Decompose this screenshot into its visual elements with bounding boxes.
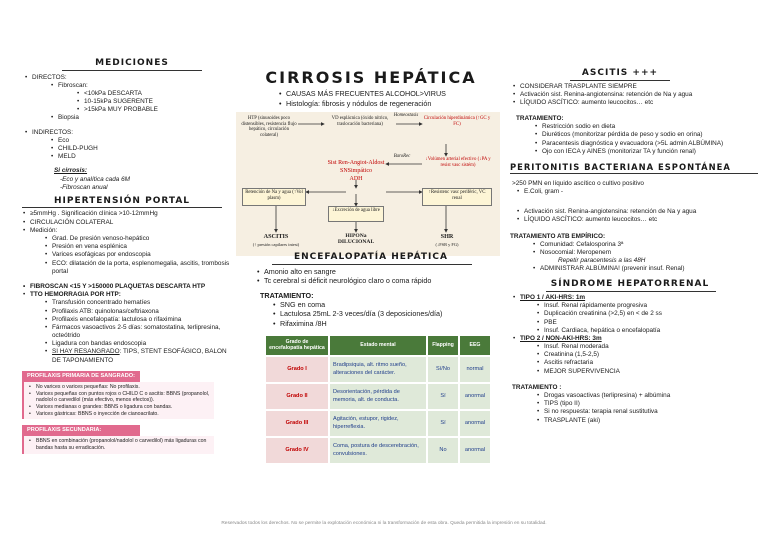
tipo2-item: • Creatinina (1,5-2,5)	[536, 351, 760, 359]
tto-hemorragia-item: • TTO HEMORRAGIA POR HTP: • Transfusión concentrado hematíes • Profilaxis ATB: quinolonas/ceftriaxona • Profilaxis encefalopatía: lactulosa o rifaximina • Fármacos vasoactivos 2-5 días: somatostatina, terlipresina, octeótrido • Ligadura con bandas endoscopia • SI HAY RESANGRADO: TIPS, STENT ESOFÁGICO, BALON DE TAPONAMIENTO	[22, 291, 234, 365]
si-cirrosis-line: -Eco y analítica cada 6M	[60, 175, 130, 183]
box-excrecion: ↓Excreción de agua libre	[328, 206, 384, 222]
table-cell: anormal	[460, 384, 490, 409]
tipo2-item: • Insuf. Renal moderada	[536, 343, 760, 351]
label-adh: ADH	[349, 176, 363, 182]
tto-item: • Profilaxis ATB: quinolonas/ceftriaxona	[44, 308, 234, 316]
label-sist-ren: Sist Ren-Angiot-Aldost	[327, 160, 385, 166]
table-header-row	[266, 336, 490, 355]
tto-atb-list	[532, 241, 760, 257]
tto-atb-item: • Comunidad: Cefalosporina 3ª	[532, 241, 760, 249]
table-cell: Grado IV	[266, 438, 328, 463]
tipo1-item: • Insuf. Cardiaca, hepática o encefalopatía	[536, 327, 760, 335]
table-cell: Grado II	[266, 384, 328, 409]
label-hipona: HIPONa DILUCIONAL	[337, 233, 375, 246]
si-cirrosis-label: Si cirrosis:	[54, 167, 88, 175]
htp-list	[22, 210, 234, 276]
table-row	[266, 411, 490, 436]
shr-rule	[546, 291, 716, 292]
htp-item: • ≥5mmHg . Significación clínica >10-12mmHg	[22, 210, 234, 218]
pbe-item: • LÍQUIDO ASCÍTICO: aumento leucocitos… etc	[516, 216, 760, 224]
tipo2-item: • MEJOR SUPERVIVENCIA	[536, 368, 760, 376]
shr-tratamiento-list	[536, 392, 760, 425]
table-cell: Grado I	[266, 357, 328, 382]
intro-item: • Histología: fibrosis y nódulos de regeneración	[278, 99, 506, 108]
box-circulacion: Circulación hiperdinámica (↑GC y FC)	[423, 116, 491, 127]
encef-tto-item: • SNG en coma	[272, 300, 506, 309]
shr-tto-item: • Drogas vasoactivas (terlipresina) + albúmina	[536, 392, 760, 400]
label-shr: SHR	[440, 233, 454, 240]
fibroscan-threshold: • <10kPa DESCARTA	[76, 90, 234, 98]
encef-item: • Tc cerebral si déficit neurológico claro o coma rápido	[256, 276, 506, 285]
page-title: CIRROSIS HEPÁTICA	[265, 68, 477, 87]
encef-tto-item: • Rifaximina /8H	[272, 319, 506, 328]
htp-rule	[22, 207, 222, 208]
box-htp: HTP (sinusoides poco distensibles, resistencia flujo hepático, circulación colateral)	[241, 116, 297, 138]
table-cell: normal	[460, 357, 490, 382]
directos-item: • DIRECTOS: • Fibroscan: • <10kPa DESCARTA • 10-15kPa SUGERENTE • >15kPa MUY PROBABLE • Biopsia	[24, 74, 234, 123]
ascitis-rule	[570, 80, 670, 81]
fibroscan-threshold: • 10-15kPa SUGERENTE	[76, 98, 234, 106]
encef-tto-item: • Lactulosa 25mL 2-3 veces/día (3 deposiciones/día)	[272, 309, 506, 318]
medicion-item: • Varices esofágicas por endoscopia	[44, 251, 234, 259]
shr-tipo2: • TIPO 2 / NON-AKI-HRS: 3m • Insuf. Renal moderada • Creatinina (1,5-2,5) • Ascitis refractaria • MEJOR SUPERVIVENCIA	[512, 335, 760, 376]
table-header: Grado de encefalopatía hepática	[266, 336, 328, 355]
shr-tto-item: • TIPS (tipo II)	[536, 400, 760, 408]
ascitis-tto-item: • Restricción sodio en dieta	[534, 123, 752, 131]
label-barorec: BaroRec	[393, 154, 411, 159]
fibroscan-item: • Fibroscan: • <10kPa DESCARTA • 10-15kPa SUGERENTE • >15kPa MUY PROBABLE	[50, 82, 234, 115]
si-cirrosis-line: -Fibroscan anual	[60, 183, 108, 191]
label-ascitis-sub: (↑ presión capilares intest)	[252, 242, 300, 247]
tto-item: • Fármacos vasoactivos 2-5 días: somatostatina, terlipresina, octeótrido	[44, 324, 234, 340]
pbe-title: PERITONITIS BACTERIANA ESPONTÁNEA	[510, 162, 731, 173]
repetir-paracentesis: Repetir paracentesis a las 48H	[558, 257, 646, 265]
tto-item: • Profilaxis encefalopatía: lactulosa o rifaximina	[44, 316, 234, 324]
pbe-item: • Activación sist. Renina-angiotensina: retención de Na y agua	[516, 208, 760, 216]
tipo1-item: • Duplicación creatinina (>2,5) en < de 2 ss	[536, 310, 760, 318]
label-homeostasis: Homeostasis	[393, 113, 419, 118]
tto-item: • SI HAY RESANGRADO: TIPS, STENT ESOFÁGICO, BALON DE TAPONAMIENTO	[44, 348, 234, 364]
fibroscan-plaquetas: • FIBROSCAN <15 Y >150000 PLAQUETAS DESCARTA HTP	[22, 283, 234, 291]
column-center-lower	[236, 252, 506, 465]
footer-copyright: Reservados todos los derechos. No se permite la explotación económica ni la transformación de esta obra. Queda permitida la impresión en su totalidad.	[221, 521, 547, 526]
tto-item: • Ligadura con bandas endoscopia	[44, 340, 234, 348]
column-center	[236, 0, 506, 108]
box-resist-vasc: ↑Resistenc vasc periféric, VC renal	[422, 188, 492, 206]
profilaxis-secundaria-box	[22, 436, 214, 453]
table-cell: Desorientación, pérdida de memoria, alt. de conducta.	[330, 384, 426, 409]
box-vd-esplacnica: VD esplácnica (óxido nítrico, traslocación bacteriana)	[331, 116, 389, 127]
table-cell: anormal	[460, 411, 490, 436]
shr-title: SÍNDROME HEPATORRENAL	[550, 279, 710, 290]
encef-tratamiento-list	[272, 300, 506, 328]
shr-tratamiento-label: TRATAMIENTO :	[512, 383, 562, 391]
ascitis-item: • Activación sist. Renina-angiotensina: retención de Na y agua	[512, 91, 760, 99]
pbe-criteria: >250 PMN en líquido ascítico o cultivo positivo	[512, 179, 644, 187]
pbe-list	[516, 208, 760, 224]
albumina-item: • ADMINISTRAR ALBÚMINA! (prevenir insuf. Renal)	[532, 265, 760, 273]
label-ascitis: ASCITIS	[263, 233, 289, 240]
table-cell: Agitación, estupor, rigidez, hiperreflexia.	[330, 411, 426, 436]
table-header: EEG	[460, 336, 490, 355]
htp-title: HIPERTENSIÓN PORTAL	[53, 195, 191, 206]
shr-tipo1: • TIPO 1 / AKI-HRS: 1m • Insuf. Renal rápidamente progresiva • Duplicación creatinina (>2,5) en < de 2 ss • PBE • Insuf. Cardiaca, hepática o encefalopatía	[512, 294, 760, 335]
ascitis-list	[512, 83, 760, 108]
profilaxis-secundaria-header: PROFILAXIS SECUNDARIA:	[22, 425, 140, 436]
pbe-ecoli: • E.Coli, gram -	[516, 188, 760, 196]
column-right	[510, 0, 760, 425]
medicion-item: • ECO: dilatación de la porta, esplenomegalia, ascitis, trombosis portal	[44, 260, 234, 276]
ascitis-tto-item: • Diuréticos (monitorizar pérdida de peso y sodio en orina)	[534, 131, 752, 139]
ascitis-tto-item: • Paracentesis diagnóstica y evacuadora (>5L admin ALBÚMINA)	[534, 140, 752, 148]
medicion-item: • Grad. De presión venoso-hepático	[44, 235, 234, 243]
ascitis-item: • CONSIDERAR TRASPLANTE SIEMPRE	[512, 83, 760, 91]
table-cell: Sí	[428, 384, 458, 409]
mediciones-title: MEDICIONES	[95, 58, 169, 68]
ascitis-tratamiento-label: TRATAMIENTO:	[516, 115, 564, 123]
profilaxis-primaria-box	[22, 382, 214, 419]
table-row	[266, 357, 490, 382]
column-left	[22, 0, 234, 454]
tto-atb-label: TRATAMIENTO ATB EMPÍRICO:	[510, 232, 606, 240]
table-cell: No	[428, 438, 458, 463]
box-volumen: ↓Volúmen arterial efectivo (↓PA y resist vasc sistém)	[425, 157, 491, 168]
tto-hemorragia-list	[22, 283, 234, 365]
pbe-rule	[510, 173, 758, 174]
tto-atb-item: • Nosocomial: Meropenem	[532, 249, 760, 257]
biopsia-item: • Biopsia	[50, 114, 234, 122]
ascitis-item: • LÍQUIDO ASCÍTICO: aumento leucocitos… etc	[512, 99, 760, 107]
table-cell: anormal	[460, 438, 490, 463]
directos-list	[24, 74, 234, 123]
indirectos-subitem: • CHILD-PUGH	[50, 145, 234, 153]
ascitis-tratamiento-list	[534, 123, 752, 156]
medicion-item: • Presión en vena esplénica	[44, 243, 234, 251]
tipo1-item: • PBE	[536, 319, 760, 327]
table-cell: Sí/No	[428, 357, 458, 382]
table-header: Estado mental	[330, 336, 426, 355]
tipo1-item: • Insuf. Renal rápidamente progresiva	[536, 302, 760, 310]
indirectos-item: • INDIRECTOS: • Eco • CHILD-PUGH • MELD	[24, 129, 234, 162]
encef-item: • Amonio alto en sangre	[256, 267, 506, 276]
label-sns: SNSimpático	[339, 168, 372, 174]
intro-item: • CAUSAS MÁS FRECUENTES ALCOHOL>VIRUS	[278, 89, 506, 98]
ascitis-title: ASCITIS +++	[581, 68, 659, 78]
albumina-list	[532, 265, 760, 273]
htp-item: • Medición: • Grad. De presión venoso-hepático • Presión en vena esplénica • Varices esofágicas por endoscopia • ECO: dilatación de la porta, esplenomegalia, ascitis, trombosis portal	[22, 227, 234, 276]
tto-item: • Transfusión concentrado hematíes	[44, 299, 234, 307]
shr-tto-item: • Si no respuesta: terapia renal sustitutiva	[536, 408, 760, 416]
encefalopatia-grades-table	[264, 334, 492, 465]
profilaxis-primaria-item: • Varices medianas o grandes: BBNS o ligadura con bandas.	[28, 404, 210, 411]
encefalopatia-rule	[272, 264, 472, 265]
intro-list	[278, 89, 506, 107]
table-cell: Sí	[428, 411, 458, 436]
shr-tipos-list	[512, 294, 760, 376]
profilaxis-secundaria-item: • BBNS en combinación (propanolol/nadolol o carvedilol) más ligaduras con bandas hasta su erradicación.	[28, 438, 210, 451]
encefalopatia-title: ENCEFALOPATÍA HEPÁTICA	[294, 252, 448, 262]
pbe-ecoli-list	[516, 188, 760, 196]
indirectos-list	[24, 129, 234, 162]
table-cell: Bradipsiquia, alt. ritmo sueño, alteraciones del carácter.	[330, 357, 426, 382]
profilaxis-primaria-header: PROFILAXIS PRIMARIA DE SANGRADO:	[22, 371, 140, 382]
ascitis-tto-item: • Ojo con IECA y AINES (monitorizar TA y función renal)	[534, 148, 752, 156]
pathophysiology-diagram	[236, 112, 500, 256]
table-cell: Coma, postura de descerebración, convulsiones.	[330, 438, 426, 463]
profilaxis-primaria-item: • No varices o varices pequeñas: No profilaxis.	[28, 384, 210, 391]
label-shr-sub: (↓FSR y FG)	[435, 242, 459, 247]
mediciones-rule	[62, 70, 202, 71]
profilaxis-primaria-item: • Varices gástricas: BBNS o inyección de cianoacrilato.	[28, 411, 210, 418]
fibroscan-threshold: • >15kPa MUY PROBABLE	[76, 106, 234, 114]
indirectos-subitem: • MELD	[50, 153, 234, 161]
encefalopatia-list	[256, 267, 506, 285]
table-header: Flapping	[428, 336, 458, 355]
box-retencion: Retención de Na y agua (↑Vol plasm)	[242, 188, 306, 206]
table-row	[266, 438, 490, 463]
profilaxis-primaria-item: • Varices pequeñas con puntos rojos o CHILD C o ascitis: BBNS (propanolol, nadolol o carvedilol (más efectivo, menos efectos)).	[28, 391, 210, 404]
table-row	[266, 384, 490, 409]
table-cell: Grado III	[266, 411, 328, 436]
shr-tto-item: • TRASPLANTE (aki)	[536, 417, 760, 425]
htp-item: • CIRCULACIÓN COLATERAL	[22, 219, 234, 227]
tipo2-item: • Ascitis refractaria	[536, 359, 760, 367]
encef-tratamiento-label: TRATAMIENTO:	[260, 290, 314, 300]
indirectos-subitem: • Eco	[50, 137, 234, 145]
